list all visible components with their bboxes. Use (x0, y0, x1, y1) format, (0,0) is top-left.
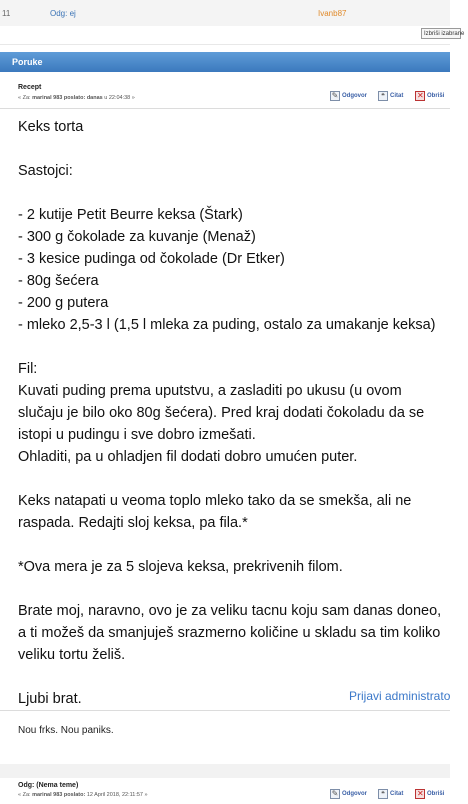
body-line: - 3 kesice pudinga od čokolade (Dr Etker) (18, 251, 285, 267)
body-line (18, 534, 468, 556)
body-line: - 300 g čokolade za kuvanje (Menaž) (18, 229, 256, 245)
post-divider (0, 108, 450, 109)
post-meta-2 (18, 792, 148, 798)
body-line (18, 468, 468, 490)
post-header-2 (0, 778, 450, 804)
body-line (18, 138, 468, 160)
meta-sent-value: danas (86, 95, 103, 101)
body-line (18, 182, 468, 204)
body-line: veliku tortu želiš. (18, 647, 126, 663)
delete-button[interactable] (415, 90, 444, 102)
body-line: *Ova mera je za 5 slojeva keksa, prekrivenih filom. (18, 559, 343, 575)
reply-icon-2 (330, 789, 340, 799)
post-title: Recept (18, 84, 42, 91)
meta-time: u 22:04:38 » (104, 95, 135, 101)
delete-label: Obriši (427, 93, 445, 99)
body-line: a ti možeš da smanjuješ srazmerno količine u skladu sa tim koliko (18, 625, 441, 641)
body-line: Ljubi brat. (18, 691, 82, 707)
body-line (18, 578, 468, 600)
body-line: Sastojci: (18, 163, 73, 179)
body-line: - 200 g putera (18, 295, 109, 311)
reply-icon (330, 91, 340, 101)
post-actions (330, 90, 460, 104)
quote-label: Citat (390, 93, 404, 99)
post-title-2: Odg: (Nema teme) (18, 782, 79, 789)
meta-prefix: « Za: (18, 95, 31, 101)
body-line: Keks natapati u veoma toplo mleko tako da se smekša, ali ne (18, 493, 412, 509)
body-line: Ohladiti, pa u ohladjen fil dodati dobro umućen puter. (18, 449, 358, 465)
meta-sent-label: poslato: (63, 95, 86, 101)
quote-icon (378, 91, 388, 101)
meta-prefix-2: « Za: (18, 792, 31, 798)
delete-selected-button[interactable]: Izbriši izabrane (421, 28, 461, 39)
post-meta (18, 95, 135, 101)
post-separator-bar (0, 764, 450, 778)
quote-icon-2 (378, 789, 388, 799)
meta-recipient[interactable]: marinal 983 (32, 95, 63, 101)
report-to-admin-link[interactable]: Prijavi administrato (349, 689, 451, 703)
delete-icon (415, 91, 425, 101)
message-number: 11 (2, 9, 11, 18)
post-body (18, 116, 468, 710)
username-link[interactable]: Ivanb87 (318, 9, 347, 18)
body-line: slučaju je bilo oko 80g šećera). Pred kraj dodati čokoladu da se (18, 405, 425, 421)
section-header: Poruke (0, 52, 450, 72)
quote-button[interactable] (378, 90, 403, 102)
subbar (0, 26, 450, 45)
reply-label-2: Odgovor (342, 791, 367, 797)
reply-button-2[interactable] (330, 788, 367, 800)
topbar (0, 0, 450, 27)
body-line: - 2 kutije Petit Beurre keksa (Štark) (18, 207, 243, 223)
body-line: - 80g šećera (18, 273, 99, 289)
body-line: Fil: (18, 361, 38, 377)
body-line: istopi u pudingu i sve dobro izmešati. (18, 427, 256, 443)
reply-button[interactable] (330, 90, 367, 102)
meta-sent-value-2: 12 April 2018, 22:11:57 » (86, 792, 148, 798)
body-line: raspada. Redajti sloj keksa, pa fila.* (18, 515, 248, 531)
body-line: Keks torta (18, 119, 84, 135)
body-line: Brate moj, naravno, ovo je za veliku tacnu koju sam danas doneo, (18, 603, 442, 619)
signature-divider (0, 710, 450, 711)
delete-icon-2 (415, 789, 425, 799)
meta-sent-label-2: poslato: (63, 792, 86, 798)
body-line (18, 666, 468, 688)
delete-button-2[interactable] (415, 788, 444, 800)
reply-title-link[interactable]: Odg: ej (50, 9, 76, 18)
body-line (18, 336, 468, 358)
delete-label-2: Obriši (427, 791, 445, 797)
quote-button-2[interactable] (378, 788, 403, 800)
body-line: Kuvati puding prema uputstvu, a zasladiti po ukusu (u ovom (18, 383, 402, 399)
quote-label-2: Citat (390, 791, 404, 797)
meta-recipient-2[interactable]: marinal 983 (32, 792, 63, 798)
reply-label: Odgovor (342, 93, 367, 99)
body-line: - mleko 2,5-3 l (1,5 l mleka za puding, ostalo za umakanje keksa) (18, 317, 436, 333)
post-header (0, 80, 450, 106)
post-actions-2 (330, 788, 460, 802)
signature: Nou frks. Nou paniks. (18, 725, 114, 736)
